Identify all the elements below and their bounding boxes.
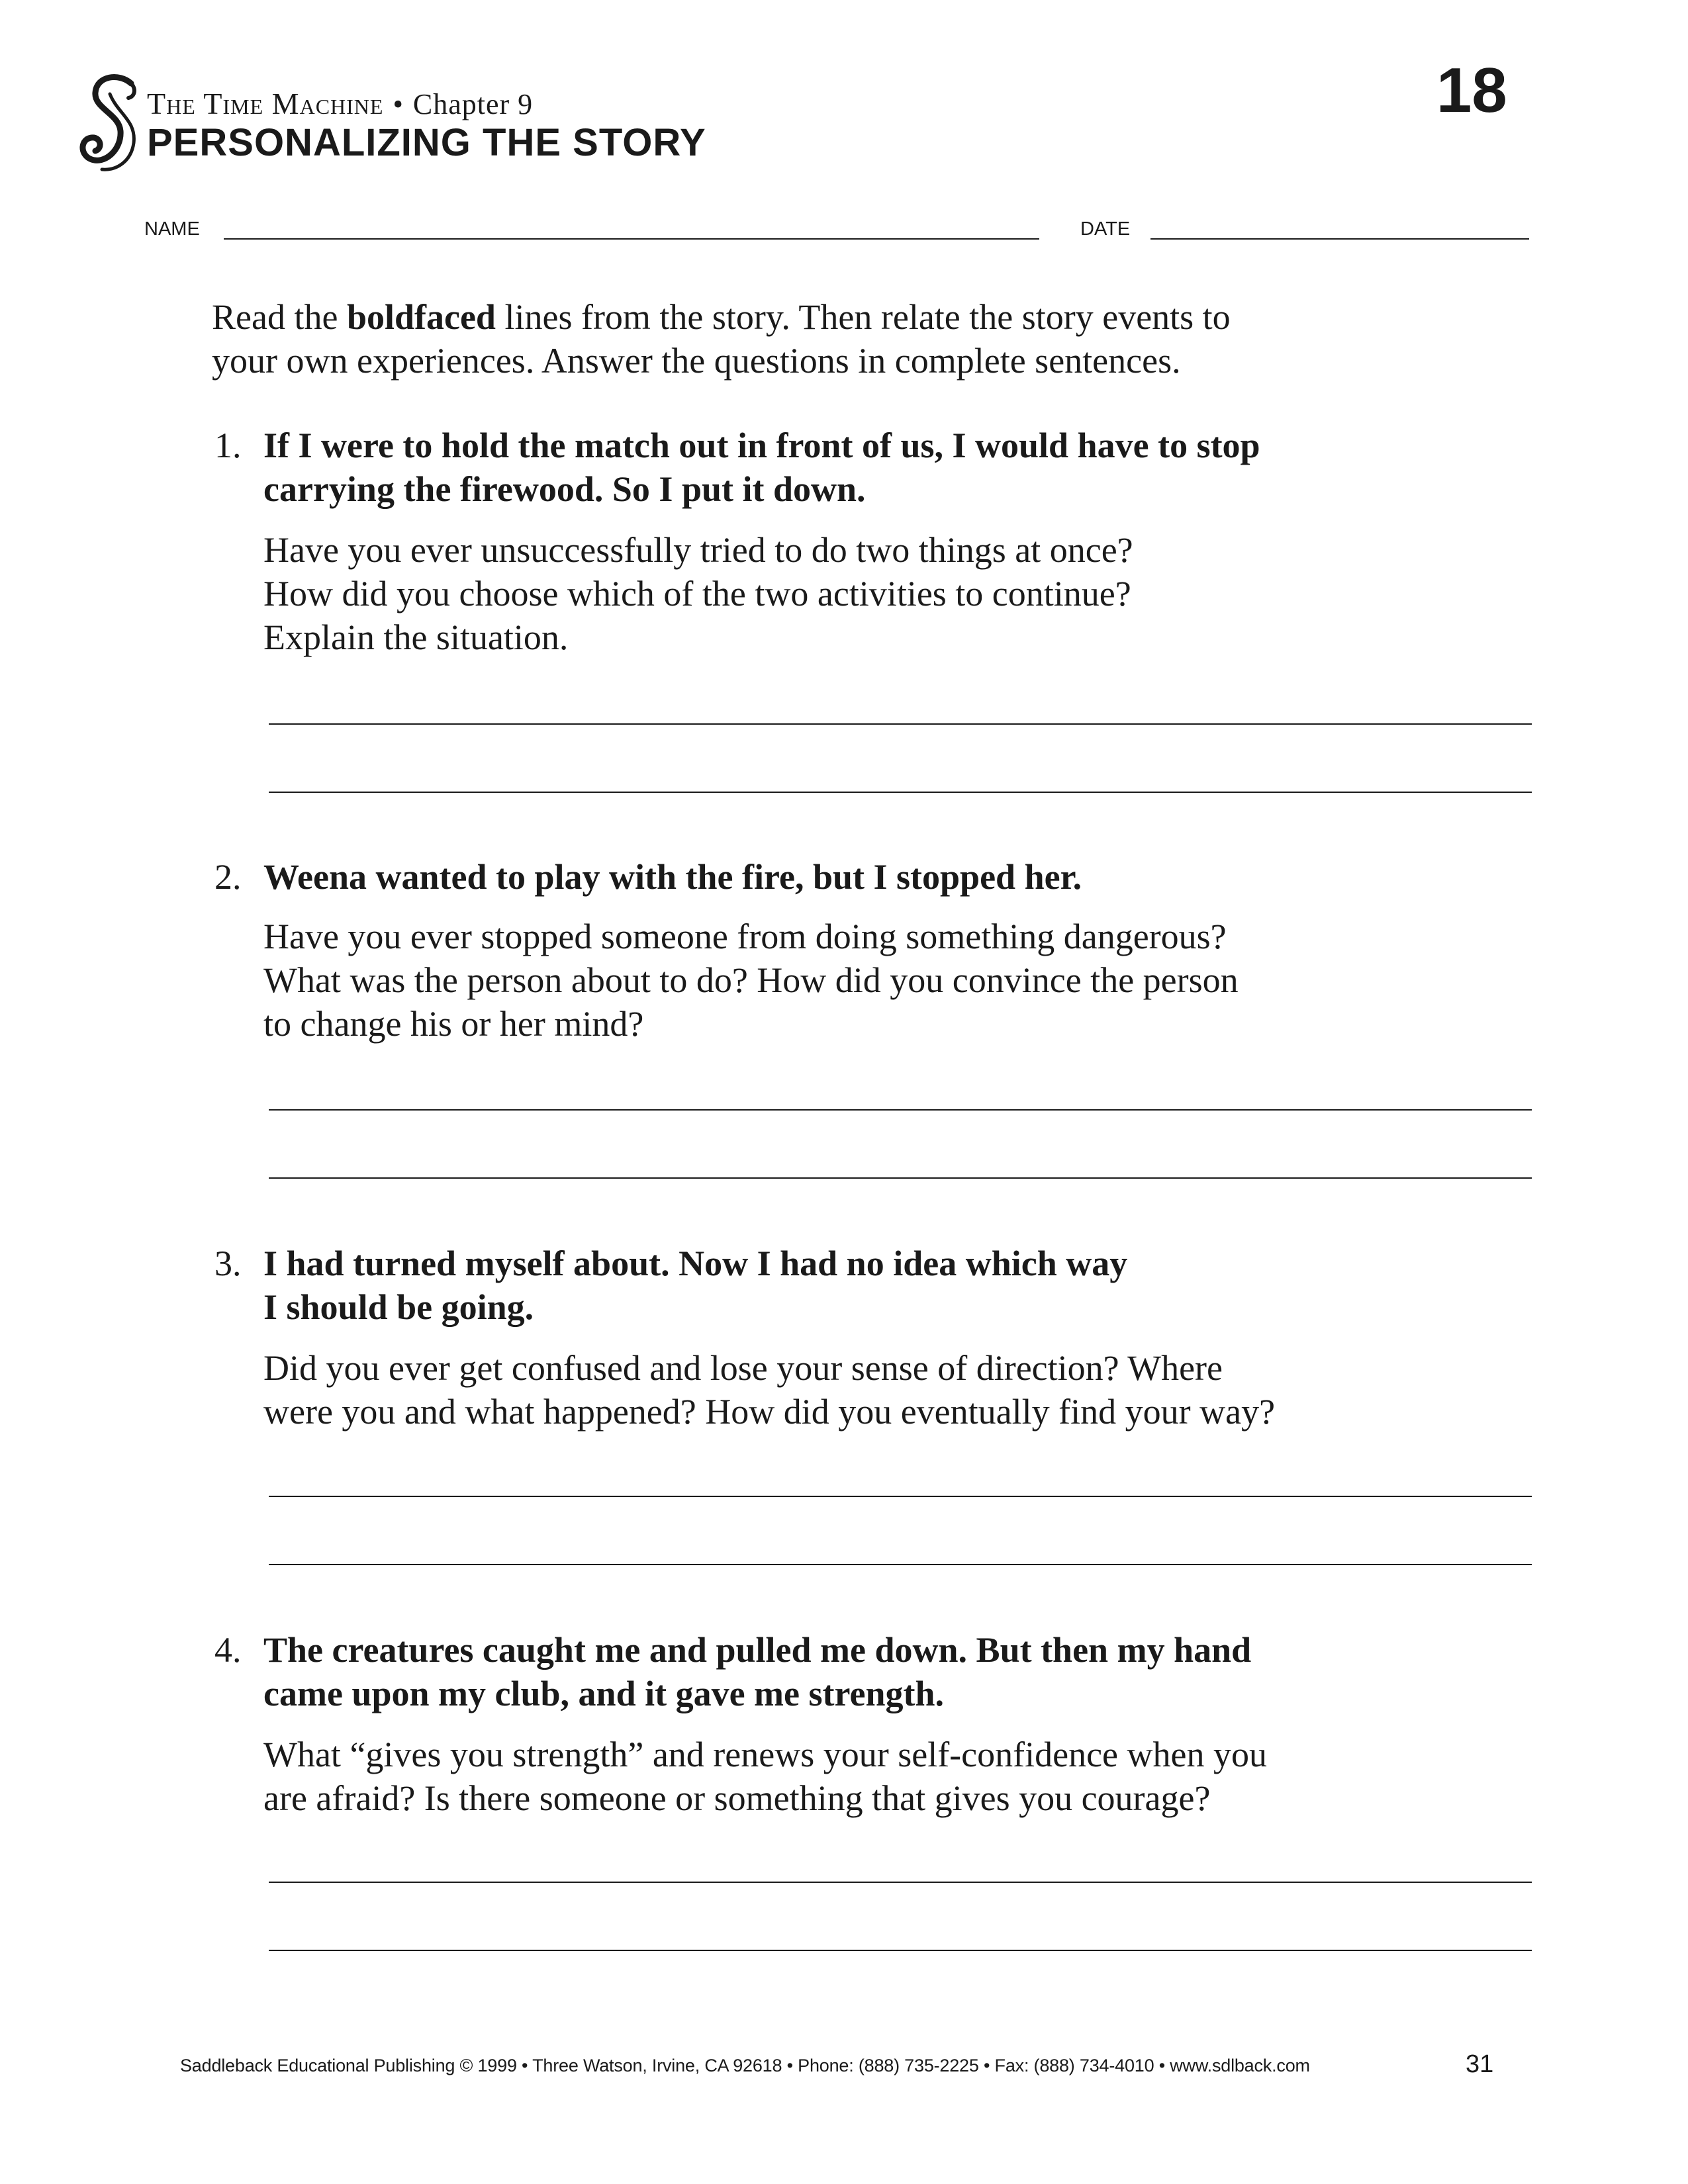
answer-line[interactable] [269, 792, 1532, 793]
prompt-line: Have you ever stopped someone from doing something dangerous? [263, 917, 1227, 956]
question-number: 3. [214, 1244, 242, 1283]
publisher-logo-icon [78, 74, 144, 173]
answer-line[interactable] [269, 723, 1532, 725]
quote-line: If I were to hold the match out in front of us, I would have to stop [263, 426, 1260, 465]
instructions-text: your own experiences. Answer the questions in complete sentences. [212, 341, 1181, 381]
page-number: 31 [1466, 2050, 1494, 2078]
instructions [212, 295, 1470, 383]
quote-line: I had turned myself about. Now I had no idea which way [263, 1244, 1128, 1283]
prompt-line: are afraid? Is there someone or something that gives you courage? [263, 1778, 1211, 1818]
prompt-line: were you and what happened? How did you eventually find your way? [263, 1392, 1276, 1432]
question-prompt [263, 1733, 1521, 1820]
prompt-line: Have you ever unsuccessfully tried to do two things at once? [263, 530, 1133, 570]
quote-line: came upon my club, and it gave me strength. [263, 1674, 945, 1713]
question-prompt [263, 915, 1521, 1046]
question-prompt [263, 528, 1521, 659]
question-quote [263, 424, 1521, 511]
date-field[interactable] [1150, 238, 1529, 240]
answer-line[interactable] [269, 1496, 1532, 1497]
quote-line: carrying the firewood. So I put it down. [263, 469, 866, 509]
question-quote [263, 1628, 1521, 1715]
prompt-line: Explain the situation. [263, 617, 569, 657]
instructions-text: lines from the story. Then relate the story events to [495, 297, 1231, 337]
question-prompt [263, 1346, 1521, 1433]
name-field[interactable] [224, 238, 1039, 240]
book-title: The Time Machine [147, 87, 384, 120]
date-label: DATE [1080, 218, 1131, 240]
worksheet-number: 18 [1436, 55, 1507, 126]
answer-line[interactable] [269, 1109, 1532, 1111]
question-number: 2. [214, 857, 242, 897]
prompt-line: What “gives you strength” and renews your self-confidence when you [263, 1735, 1267, 1774]
quote-line: The creatures caught me and pulled me down. But then my hand [263, 1630, 1252, 1670]
instructions-bold-word: boldfaced [346, 297, 496, 337]
name-label: NAME [144, 218, 200, 240]
separator-dot: • [393, 88, 404, 120]
quote-line: Weena wanted to play with the fire, but I stopped her. [263, 857, 1082, 897]
answer-line[interactable] [269, 1950, 1532, 1951]
question-quote [263, 855, 1521, 899]
prompt-line: Did you ever get confused and lose your sense of direction? Where [263, 1348, 1223, 1388]
answer-line[interactable] [269, 1882, 1532, 1883]
prompt-line: What was the person about to do? How did you convince the person [263, 960, 1239, 1000]
question-number: 1. [214, 426, 242, 465]
prompt-line: How did you choose which of the two activities to continue? [263, 574, 1131, 614]
chapter-label: Chapter 9 [412, 88, 534, 120]
question-quote [263, 1242, 1521, 1329]
instructions-text: Read the [212, 297, 347, 337]
publisher-footer: Saddleback Educational Publishing © 1999 • Three Watson, Irvine, CA 92618 • Phone: (888) 735-2225 • Fax: (888) 734-4010 • www.sdlback.com [180, 2056, 1310, 2075]
answer-line[interactable] [269, 1564, 1532, 1565]
answer-line[interactable] [269, 1177, 1532, 1179]
quote-line: I should be going. [263, 1287, 534, 1327]
question-number: 4. [214, 1630, 242, 1670]
prompt-line: to change his or her mind? [263, 1004, 644, 1044]
worksheet-title: PERSONALIZING THE STORY [147, 121, 706, 164]
series-heading [147, 86, 533, 121]
